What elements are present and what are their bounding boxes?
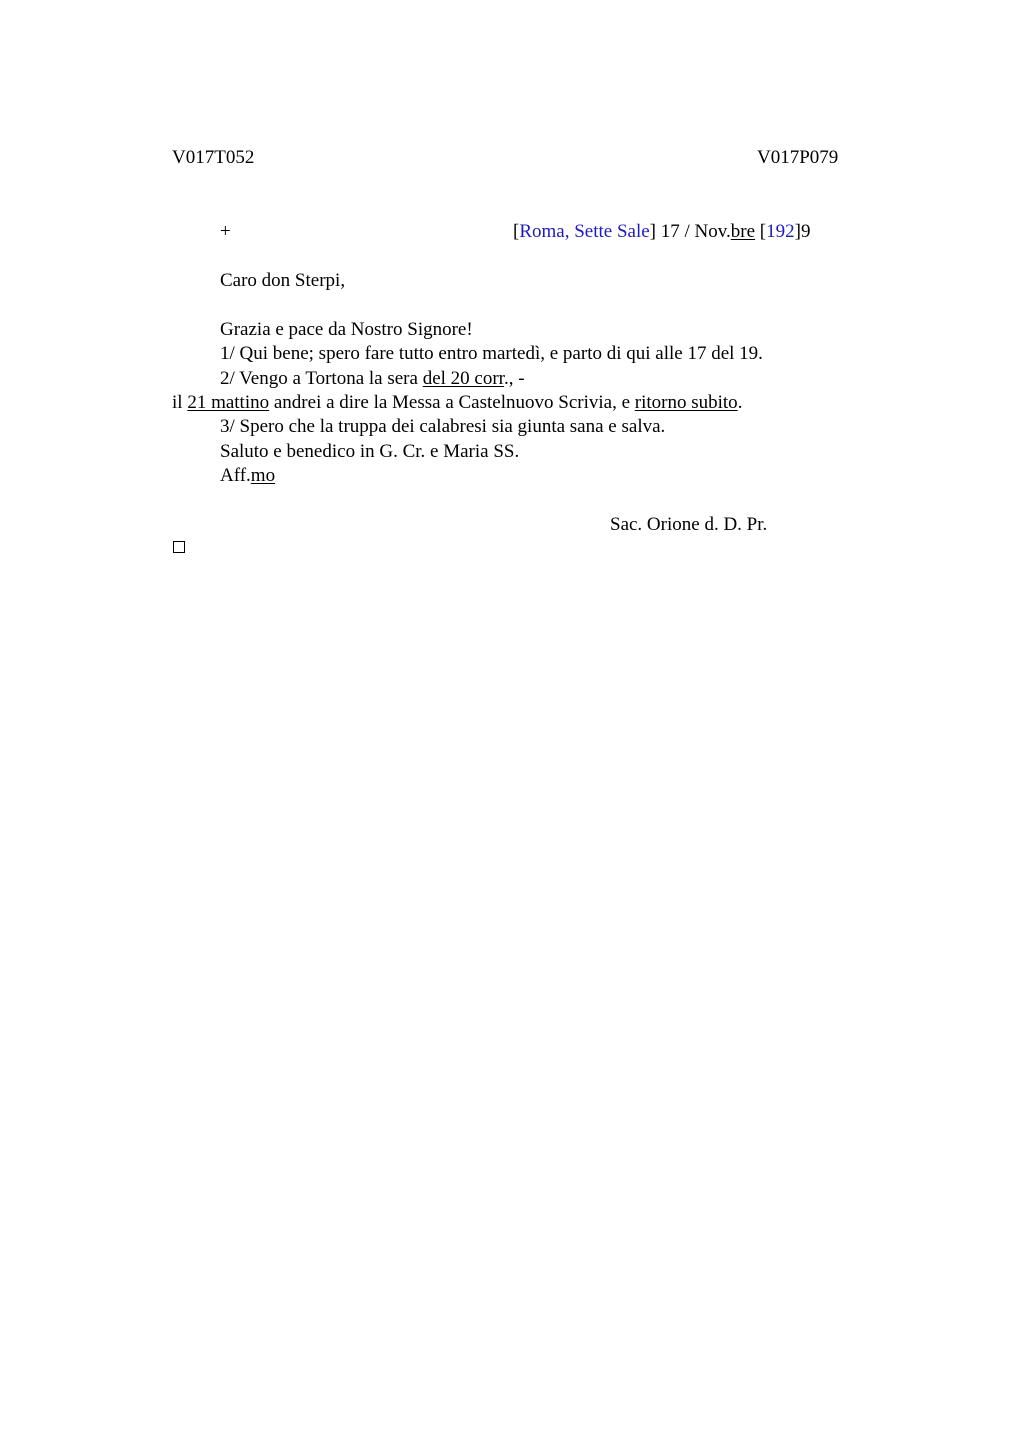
continuation-text-2: andrei a dire la Messa a Castelnuovo Scrivia, e	[269, 392, 635, 413]
point-2	[220, 367, 525, 391]
point-2-underlined: del 20 corr	[422, 368, 504, 389]
bracket-close: ]	[649, 221, 656, 242]
point-3: 3/ Spero che la truppa dei calabresi sia giunta sana e salva.	[220, 416, 666, 437]
document-code-right: V017P079	[757, 147, 839, 168]
point-2-continuation	[172, 391, 742, 415]
continuation-underlined-1: 21 mattino	[187, 392, 270, 413]
point-1: 1/ Qui bene; spero fare tutto entro martedì, e parto di qui alle 17 del 19.	[220, 343, 763, 364]
continuation-text-1: il	[172, 392, 188, 413]
day-month: 17 / Nov.	[656, 221, 731, 242]
continuation-underlined-2: ritorno subito	[634, 392, 738, 413]
point-2-tail: ., -	[503, 368, 525, 389]
place-insert: Roma, Sette Sale	[519, 221, 650, 242]
signature: Sac. Orione d. D. Pr.	[610, 514, 768, 535]
bracket-open: [	[513, 221, 520, 242]
year-close: ]9	[794, 221, 811, 242]
cross-symbol: +	[220, 221, 231, 242]
end-square-icon	[173, 541, 185, 553]
year-insert: 192	[766, 221, 795, 242]
continuation-text-3: .	[737, 392, 743, 413]
aff-suffix: mo	[250, 465, 276, 486]
year-open: [	[755, 221, 767, 242]
aff-prefix: Aff.	[220, 465, 251, 486]
salutation: Caro don Sterpi,	[220, 270, 346, 291]
greeting: Grazia e pace da Nostro Signore!	[220, 319, 473, 340]
affectionate-sign-off	[220, 464, 275, 488]
point-2-text: 2/ Vengo a Tortona la sera	[220, 368, 423, 389]
closing: Saluto e benedico in G. Cr. e Maria SS.	[220, 441, 520, 462]
document-code-left: V017T052	[172, 147, 255, 168]
dateline	[513, 220, 810, 244]
month-suffix: bre	[730, 221, 756, 242]
